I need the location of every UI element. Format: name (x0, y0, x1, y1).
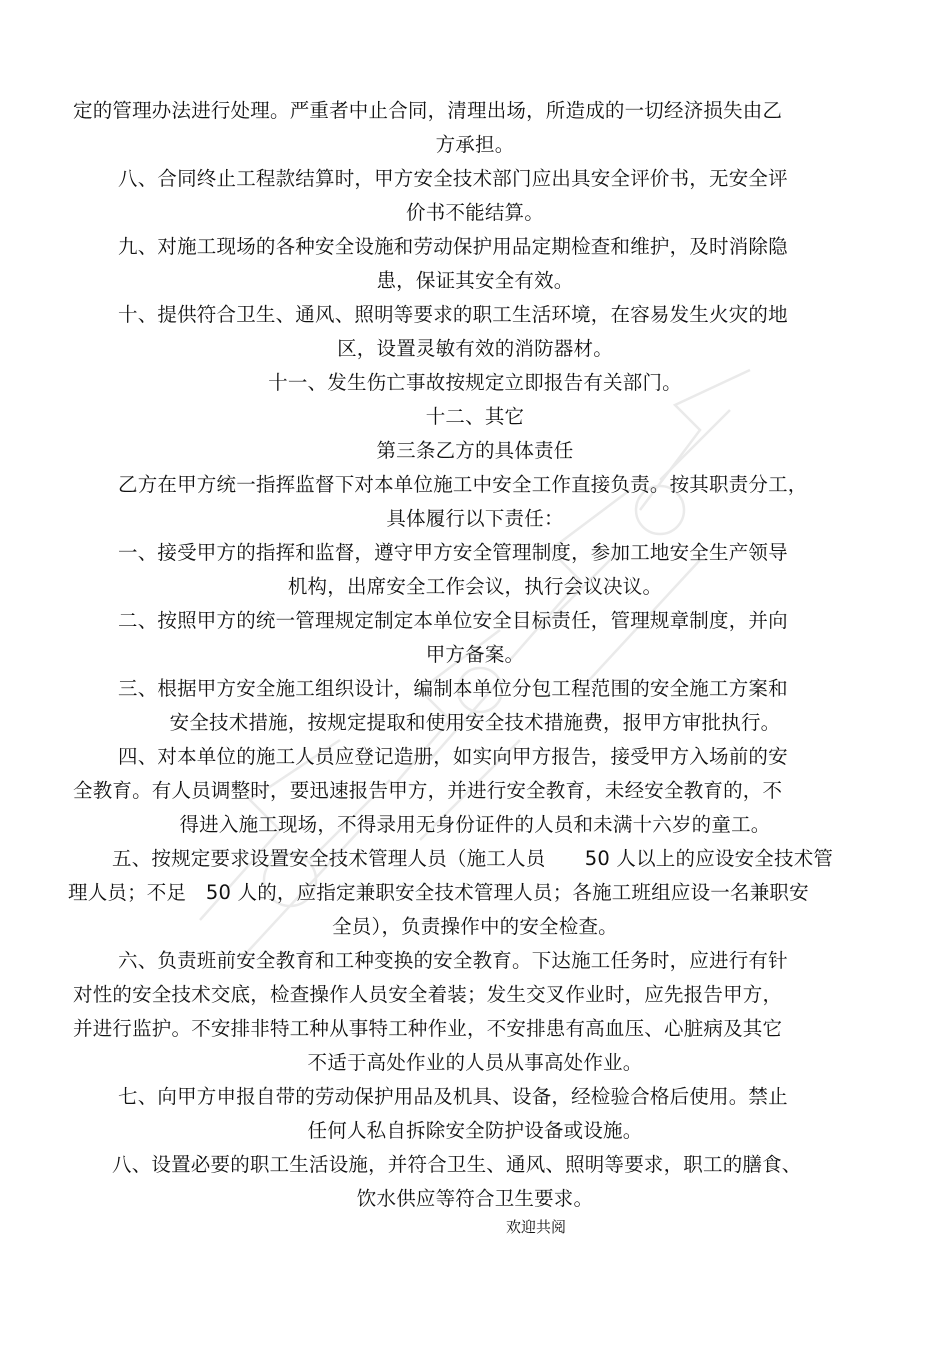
text-line: 九、对施工现场的各种安全设施和劳动保护用品定期检查和维护，及时消除隐 (118, 235, 788, 258)
text-line: 机构，出席安全工作会议，执行会议决议。 (287, 575, 663, 598)
text-line: 理人员；不足 50 人的，应指定兼职安全技术管理人员；各施工班组应设一名兼职安 (68, 881, 809, 904)
text-line: 七、向甲方申报自带的劳动保护用品及机具、设备，经检验合格后使用。禁止 (118, 1085, 788, 1108)
text-line: 八、合同终止工程款结算时，甲方安全技术部门应出具安全评价书，无安全评 (118, 167, 788, 190)
text-line: 八、设置必要的职工生活设施，并符合卫生、通风、照明等要求，职工的膳食、 (112, 1153, 802, 1176)
text-line: 饮水供应等符合卫生要求。 (356, 1187, 594, 1210)
text-line: 四、对本单位的施工人员应登记造册，如实向甲方报告，接受甲方入场前的安 (118, 745, 788, 768)
text-line: 得进入施工现场，不得录用无身份证件的人员和未满十六岁的童工。 (179, 813, 771, 836)
text-line: 安全技术措施，按规定提取和使用安全技术措施费，报甲方审批执行。 (169, 711, 781, 734)
text-line: 全员），负责操作中的安全检查。 (332, 915, 618, 938)
text-line: 十二、其它 (425, 405, 525, 428)
text-line: 对性的安全技术交底，检查操作人员安全着装；发生交叉作业时，应先报告甲方， (73, 983, 783, 1006)
text-line: 区，设置灵敏有效的消防器材。 (337, 337, 613, 360)
text-line: 甲方备案。 (425, 643, 525, 666)
text-line: 十一、发生伤亡事故按规定立即报告有关部门。 (268, 371, 682, 394)
text-line: 五、按规定要求设置安全技术管理人员（施工人员 50 人以上的应设安全技术管 (112, 847, 834, 870)
text-line: 不适于高处作业的人员从事高处作业。 (307, 1051, 643, 1074)
text-line: 一、接受甲方的指挥和监督，遵守甲方安全管理制度，参加工地安全生产领导 (118, 541, 788, 564)
section-heading: 第三条乙方的具体责任 (376, 439, 574, 462)
text-line: 并进行监护。不安排非特工种从事特工种作业，不安排患有高血压、心脏病及其它 (73, 1017, 783, 1040)
text-line: 六、负责班前安全教育和工种变换的安全教育。下达施工任务时，应进行有针 (118, 949, 788, 972)
text-line: 价书不能结算。 (406, 201, 544, 224)
text-line: 十、提供符合卫生、通风、照明等要求的职工生活环境，在容易发生火灾的地 (118, 303, 788, 326)
text-line: 乙方在甲方统一指挥监督下对本单位施工中安全工作直接负责。按其职责分工， (118, 473, 808, 496)
text-line: 三、根据甲方安全施工组织设计，编制本单位分包工程范围的安全施工方案和 (118, 677, 788, 700)
text-line: 具体履行以下责任： (386, 507, 564, 530)
text-line: 二、按照甲方的统一管理规定制定本单位安全目标责任，管理规章制度，并向 (118, 609, 788, 632)
text-line: 全教育。有人员调整时，要迅速报告甲方，并进行安全教育，未经安全教育的，不 (73, 779, 783, 802)
text-line: 任何人私自拆除安全防护设备或设施。 (307, 1119, 643, 1142)
text-line: 患，保证其安全有效。 (376, 269, 574, 292)
footer-text: 欢迎共阅 (506, 1218, 567, 1236)
text-line: 定的管理办法进行处理。严重者中止合同，清理出场，所造成的一切经济损失由乙 (73, 99, 783, 122)
text-line: 方承担。 (435, 133, 515, 156)
